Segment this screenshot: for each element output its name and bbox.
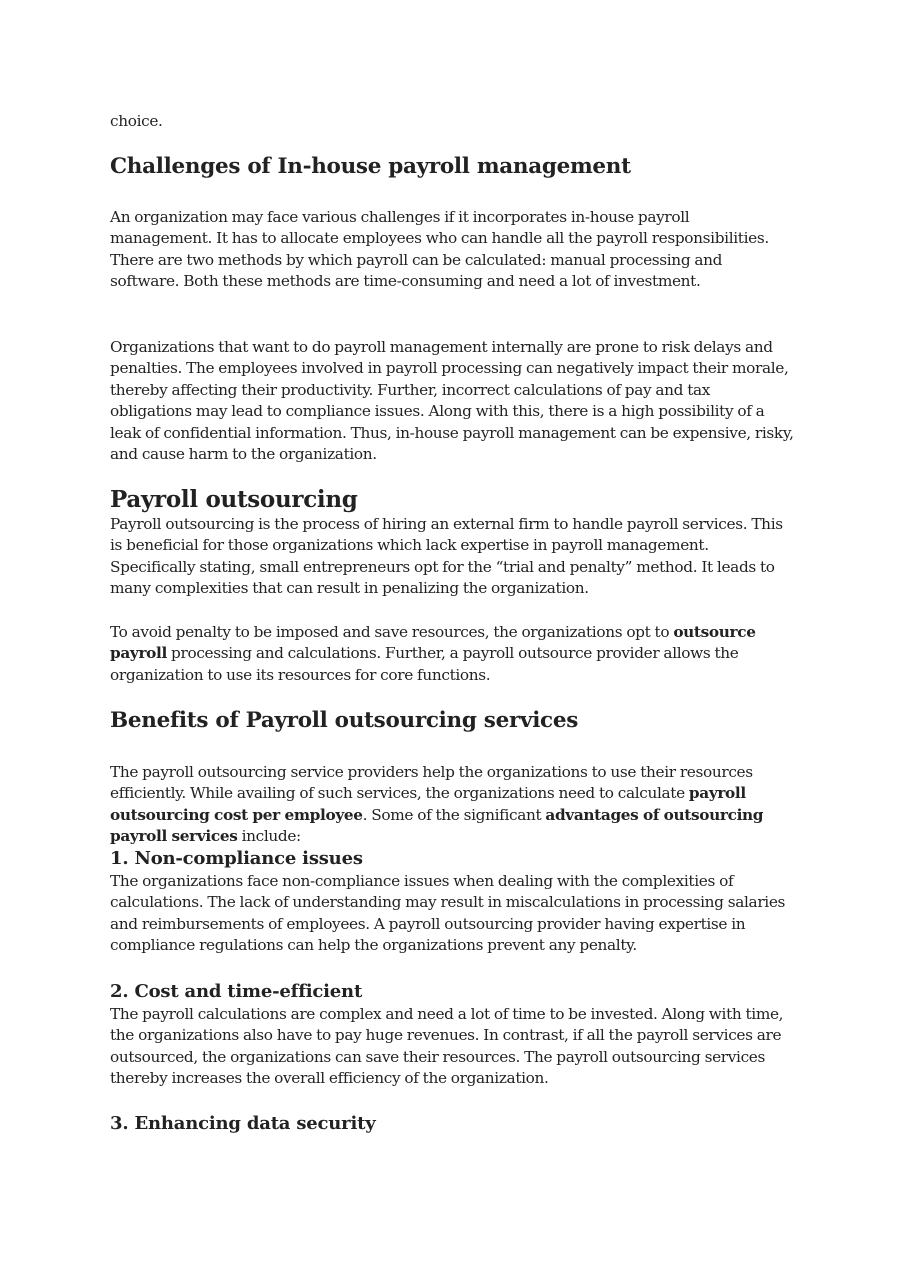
heading-item-1: 1. Non-compliance issues [110, 848, 363, 869]
outsourcing-p2-text-a: To avoid penalty to be imposed and save resources, the organizations opt to [110, 623, 674, 641]
challenges-paragraph-2: Organizations that want to do payroll management internally are prone to risk delays and penalties. The employees involved in payroll processing can negatively impact their morale, thereby affecting their productivity. Further, incorrect calculations of pay and tax obligations may lead to compliance issues. Along with this, there is a high possibility of a leak of confidential information. Thus, in-house payroll management can be expensive, risky, and cause harm to the organization. [110, 338, 794, 464]
heading-benefits: Benefits of Payroll outsourcing services [110, 708, 579, 733]
benefits-text-e: include: [237, 827, 301, 846]
cost-per-employee-bold: payroll outsourcing cost per employee [110, 784, 746, 824]
benefits-paragraph [110, 762, 795, 848]
heading-item-3: 3. Enhancing data security [110, 1113, 376, 1134]
heading-item-2: 2. Cost and time-efficient [110, 981, 363, 1002]
intro-paragraph-end: choice. [110, 112, 163, 130]
outsource-payroll-bold: outsource payroll [110, 623, 756, 663]
challenges-paragraph-1: An organization may face various challenges if it incorporates in-house payroll management. It has to allocate employees who can handle all the payroll responsibilities. There are two methods by which payroll can be calculated: manual processing and software. Both these methods are time-consuming and need a lot of investment. [110, 208, 769, 291]
heading-challenges: Challenges of In-house payroll management [110, 154, 631, 179]
item-2-paragraph: The payroll calculations are complex and need a lot of time to be invested. Along with time, the organizations also have to pay huge revenues. In contrast, if all the payroll services are outsourced, the organizations can save their resources. The payroll outsourcing services thereby increases the overall efficiency of the organization. [110, 1005, 784, 1088]
outsourcing-paragraph-2 [110, 622, 795, 686]
outsourcing-p2-text-c: processing and calculations. Further, a payroll outsource provider allows the organization to use its resources for core functions. [110, 644, 739, 684]
benefits-text-a: The payroll outsourcing service providers help the organizations to use their resources efficiently. While availing of such services, the organizations need to calculate [110, 763, 753, 803]
advantages-bold: advantages of outsourcing payroll services [110, 805, 764, 846]
heading-payroll-outsourcing: Payroll outsourcing [110, 486, 358, 513]
outsourcing-paragraph-1: Payroll outsourcing is the process of hiring an external firm to handle payroll services. This is beneficial for those organizations which lack expertise in payroll management. Specifically stating, small entrepreneurs opt for the “trial and penalty” method. It leads to many complexities that can result in penalizing the organization. [110, 515, 783, 598]
benefits-text-c: . Some of the significant [362, 805, 546, 824]
item-1-paragraph: The organizations face non-compliance issues when dealing with the complexities of calculations. The lack of understanding may result in miscalculations in processing salaries and reimbursements of employees. A payroll outsourcing provider having expertise in compliance regulations can help the organizations prevent any penalty. [110, 872, 786, 955]
